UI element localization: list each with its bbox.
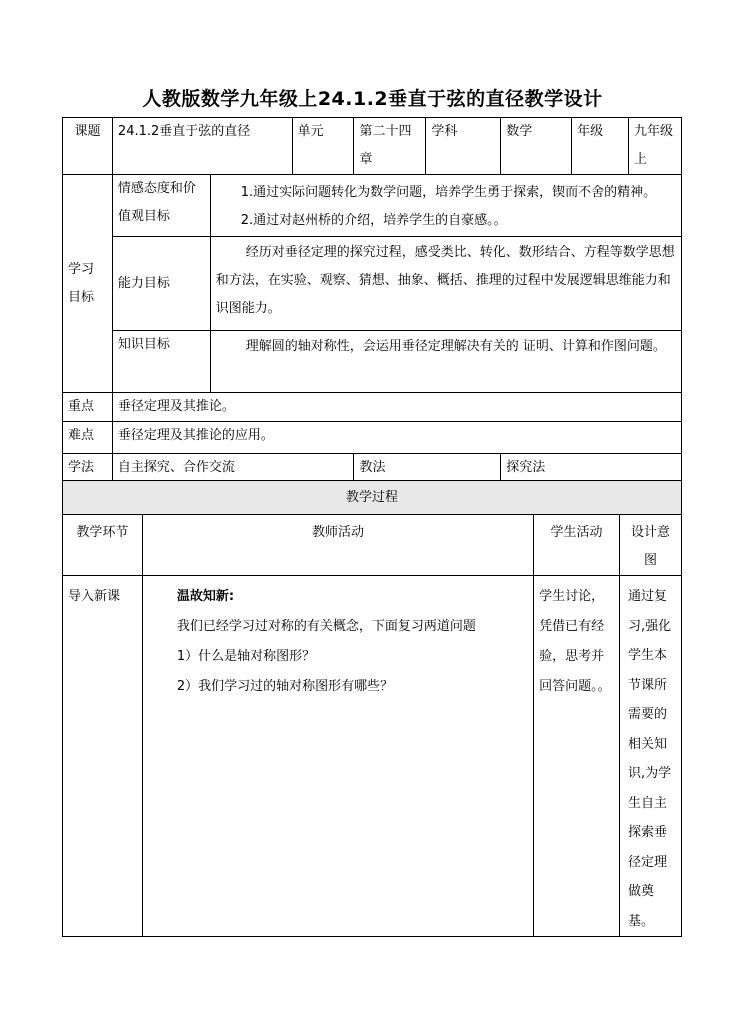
knowledge-goal-label: 知识目标 [112, 331, 210, 393]
emotion-goal-content [210, 175, 681, 237]
subject-label: 学科 [426, 118, 501, 175]
teacher-line: 1）什么是轴对称图形？ [176, 649, 316, 664]
ability-goal-text: 经历对垂径定理的探究过程，感受类比、转化、数形结合、方程等数学思想和方法，在实验、观察、猜想、抽象、概括、推理的过程中发展逻辑思维能力和识图能力。 [210, 237, 681, 331]
course-value: 24.1.2垂直于弦的直径 [112, 118, 292, 175]
column-student: 学生活动 [534, 515, 620, 576]
column-teacher: 教师活动 [142, 515, 533, 576]
grade-label: 年级 [572, 118, 629, 175]
process-header: 教学过程 [63, 481, 682, 515]
unit-value: 第二十四章 [354, 118, 426, 175]
design-intent: 通过复习,强化学生本节课所需要的相关知识,为学生自主探索垂径定理做奠基。 [620, 576, 682, 937]
column-intent: 设计意图 [620, 515, 682, 576]
process-table [62, 480, 682, 937]
emotion-goal-label: 情感态度和价值观目标 [112, 175, 210, 237]
teaching-method-value: 探究法 [501, 454, 682, 485]
teaching-method-label: 教法 [354, 454, 501, 485]
course-label: 课题 [63, 118, 113, 175]
grade-value: 九年级上 [629, 118, 682, 175]
teacher-line: 我们已经学习过对称的有关概念，下面复习两道问题 [176, 619, 476, 634]
teacher-activity [142, 576, 533, 937]
ability-goal-label: 能力目标 [112, 237, 210, 331]
knowledge-goal-text: 理解圆的轴对称性，会运用垂径定理解决有关的 证明、计算和作图问题。 [210, 331, 681, 393]
emotion-goal-line: 1.通过实际问题转化为数学问题，培养学生勇于探索，锲而不舍的精神。 [240, 185, 657, 200]
student-activity: 学生讨论，凭借已有经验，思考并回答问题。。 [534, 576, 620, 937]
difficulty-value: 垂径定理及其推论的应用。 [112, 422, 681, 454]
learning-method-label: 学法 [63, 454, 113, 485]
teacher-heading: 温故知新: [176, 589, 235, 604]
difficulty-label: 难点 [63, 422, 113, 454]
page-title: 人教版数学九年级上24.1.2垂直于弦的直径教学设计 [142, 88, 603, 110]
emotion-goal-line: 2.通过对赵州桥的介绍，培养学生的自豪感。。 [240, 213, 507, 228]
unit-label: 单元 [292, 118, 354, 175]
key-point-value: 垂径定理及其推论。 [112, 393, 681, 422]
key-point-label: 重点 [63, 393, 113, 422]
info-table [62, 117, 682, 485]
goals-label: 学习目标 [63, 175, 113, 393]
learning-method-value: 自主探究、合作交流 [112, 454, 354, 485]
teacher-line: 2）我们学习过的轴对称图形有哪些？ [176, 679, 394, 694]
subject-value: 数学 [501, 118, 572, 175]
column-stage: 教学环节 [63, 515, 143, 576]
stage-cell: 导入新课 [63, 576, 143, 937]
